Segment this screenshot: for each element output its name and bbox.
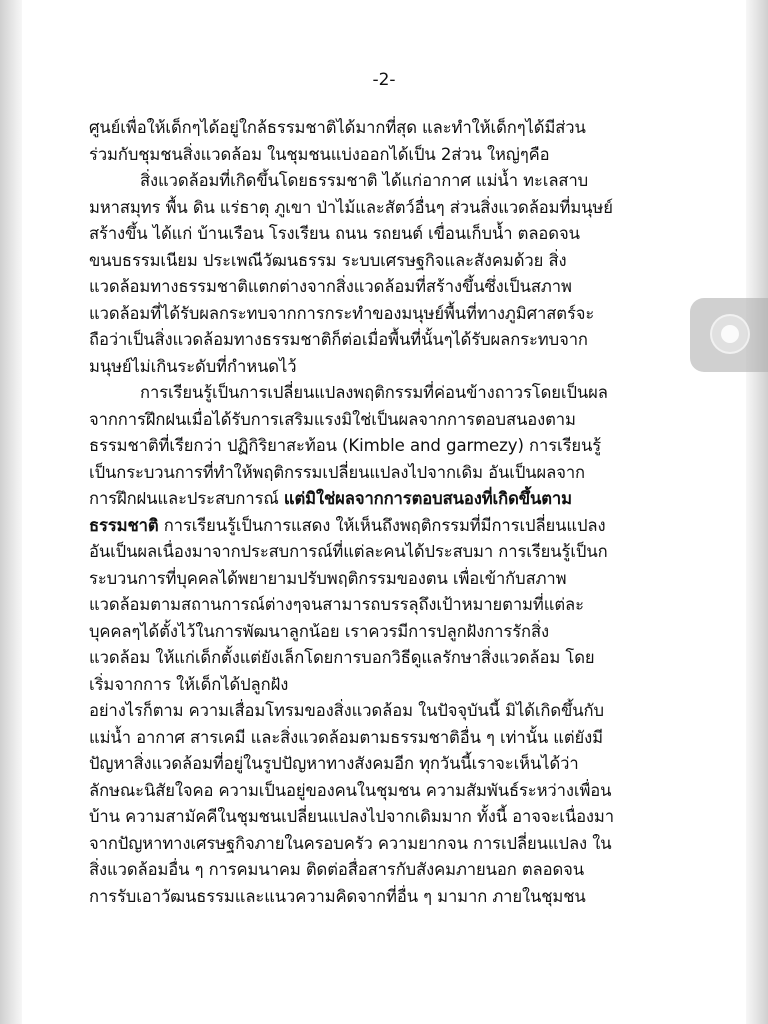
- bold-text-run: ธรรมชาติ: [89, 515, 159, 535]
- text-line: ศูนย์เพื่อให้เด็กๆได้อยู่ใกล้ธรรมชาติได้มากที่สุด และทำให้เด็กๆได้มีส่วน: [89, 118, 586, 137]
- text-line: เป็นกระบวนการที่ทำให้พฤติกรรมเปลี่ยนแปลงไปจากเดิม อันเป็นผลจาก: [89, 462, 586, 482]
- text-line: แวดล้อม ให้แก่เด็กตั้งแต่ยังเล็กโดยการบอกวิธีดูแลรักษาสิ่งแวดล้อม โดย: [89, 648, 595, 667]
- text-run: การเรียนรู้เป็นการแสดง ให้เห็นถึงพฤติกรรมที่มีการเปลี่ยนแปลง: [158, 515, 606, 535]
- assistive-touch-icon: [710, 314, 750, 354]
- bold-text-run: แต่มิใช่ผลจากการตอบสนองที่เกิดขึ้นตาม: [283, 489, 572, 508]
- text-line: จากการฝึกฝนเมื่อได้รับการเสริมแรงมิใช่เป็นผลจากการตอบสนองตาม: [89, 409, 576, 429]
- text-line: สิ่งแวดล้อมอื่น ๆ การคมนาคม ติดต่อสื่อสารกับสังคมภายนอก ตลอดจน: [89, 860, 585, 879]
- text-line: บ้าน ความสามัคคีในชุมชนเปลี่ยนแปลงไปจากเดิมมาก ทั้งนี้ อาจจะเนื่องมา: [89, 807, 614, 826]
- text-line: สร้างขึ้น ได้แก่ บ้านเรือน โรงเรียน ถนน รถยนต์ เขื่อนเก็บน้ำ ตลอดจน: [89, 224, 580, 243]
- page-right-edge: [746, 0, 768, 1024]
- text-line: แม่น้ำ อากาศ สารเคมี และสิ่งแวดล้อมตามธรรมชาติอื่น ๆ เท่านั้น แต่ยังมี: [89, 727, 604, 747]
- text-line: อย่างไรก็ตาม ความเสื่อมโทรมของสิ่งแวดล้อม ในปัจจุบันนี้ มิได้เกิดขึ้นกับ: [89, 701, 604, 720]
- text-line: มหาสมุทร พื้น ดิน แร่ธาตุ ภูเขา ป่าไม้และสัตว์อื่นๆ ส่วนสิ่งแวดล้อมที่มนุษย์: [89, 197, 613, 217]
- text-line: แวดล้อมตามสถานการณ์ต่างๆจนสามารถบรรลุถึงเป้าหมายตามที่แต่ละ: [89, 595, 584, 614]
- text-line: แวดล้อมทางธรรมชาติแตกต่างจากสิ่งแวดล้อมที่สร้างขึ้นซึ่งเป็นสภาพ: [89, 277, 572, 296]
- text-line: ลักษณะนิสัยใจคอ ความเป็นอยู่ของคนในชุมชน ความสัมพันธ์ระหว่างเพื่อน: [89, 780, 612, 800]
- page-left-edge: [0, 0, 22, 1024]
- text-line: ปัญหาสิ่งแวดล้อมที่อยู่ในรูปปัญหาทางสังคมอีก ทุกวันนี้เราจะเห็นได้ว่า: [89, 754, 579, 773]
- text-line: [89, 513, 689, 540]
- text-line: จากปัญหาทางเศรษฐกิจภายในครอบครัว ความยากจน การเปลี่ยนแปลง ใน: [89, 833, 612, 853]
- text-line: การรับเอาวัฒนธรรมและแนวความคิดจากที่อื่น ๆ มามาก ภายในชุมชน: [89, 886, 586, 906]
- text-line: ธรรมชาติที่เรียกว่า ปฏิกิริยาสะท้อน (Kimble and garmezy) การเรียนรู้: [89, 436, 602, 455]
- text-line: แวดล้อมที่ได้รับผลกระทบจากการกระทำของมนุษย์พื้นที่ทางภูมิศาสตร์จะ: [89, 303, 595, 323]
- text-run: การฝึกฝนและประสบการณ์: [89, 489, 284, 508]
- text-line: ถือว่าเป็นสิ่งแวดล้อมทางธรรมชาติก็ต่อเมื่อพื้นที่นั้นๆได้รับผลกระทบจาก: [89, 330, 588, 349]
- text-line: ระบวนการที่บุคคลได้พยายามปรับพฤติกรรมของตน เพื่อเข้ากับสภาพ: [89, 568, 567, 588]
- text-line: สิ่งแวดล้อมที่เกิดขึ้นโดยธรรมชาติ ได้แก่อากาศ แม่น้ำ ทะเลสาบ: [140, 171, 589, 190]
- text-line: [89, 486, 689, 513]
- page-number: -2-: [372, 70, 396, 90]
- text-line: การเรียนรู้เป็นการเปลี่ยนแปลงพฤติกรรมที่ค่อนข้างถาวรโดยเป็นผล: [140, 383, 608, 402]
- text-line: อันเป็นผลเนื่องมาจากประสบการณ์ที่แต่ละคนได้ประสบมา การเรียนรู้เป็นก: [89, 542, 608, 561]
- text-line: เริ่มจากการ ให้เด็กได้ปลูกฝัง: [89, 674, 289, 694]
- text-line: มนุษย์ไม่เกินระดับที่กำหนดไว้: [89, 356, 297, 376]
- body-text: [89, 115, 689, 910]
- text-line: ร่วมกับชุมชนสิ่งแวดล้อม ในชุมชนแบ่งออกได้เป็น 2ส่วน ใหญ่ๆคือ: [89, 144, 550, 164]
- assistive-touch-button[interactable]: [690, 298, 768, 372]
- text-line: ขนบธรรมเนียม ประเพณีวัฒนธรรม ระบบเศรษฐกิจและสังคมด้วย สิ่ง: [89, 250, 567, 270]
- text-line: บุคคลๆได้ตั้งไว้ในการพัฒนาลูกน้อย เราควรมีการปลูกฝังการรักสิ่ง: [89, 621, 550, 641]
- assistive-touch-dot: [721, 325, 739, 343]
